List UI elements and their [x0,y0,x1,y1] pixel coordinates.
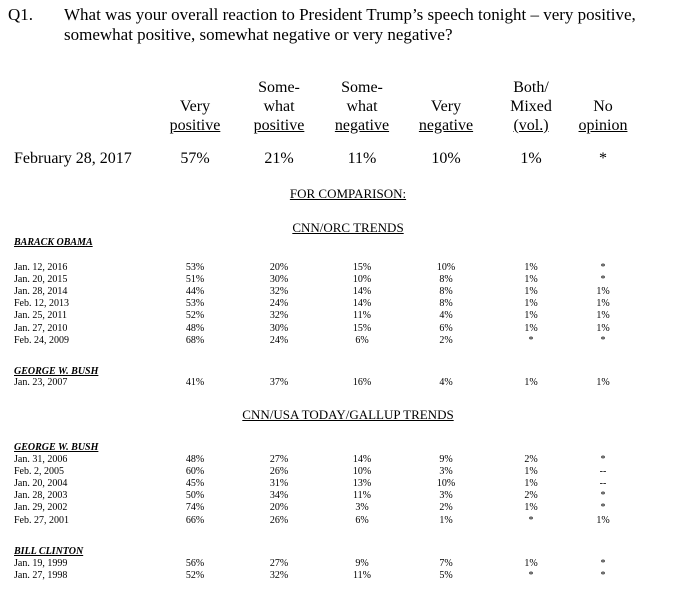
trend-row-date: Jan. 31, 2006 [14,454,68,465]
column-header-line: positive [169,117,221,134]
section-title: BARACK OBAMA [14,237,93,248]
trend-cell: 1% [524,274,538,286]
column-header-line: Very [179,98,211,115]
trend-cell: 44% [185,286,205,298]
trend-cell: 8% [439,286,453,298]
trend-cell: 50% [185,490,205,502]
trend-cell: 1% [524,502,538,514]
question-text: What was your overall reaction to President Trump’s speech tonight – very positive, somewhat positive, somewhat negative or very negative? [64,5,636,44]
trend-cell: 2% [524,454,538,465]
trend-row-date: Feb. 12, 2013 [14,298,69,310]
trend-cell: 26% [269,466,289,478]
trend-cell: 30% [269,274,289,286]
trend-cell: 37% [269,377,289,388]
trend-row-date: Jan. 20, 2004 [14,478,68,490]
column-header-line: Both/ [513,79,549,96]
trend-cell: 24% [269,334,289,346]
current-row-label: February 28, 2017 [14,150,132,167]
column-header-line: Mixed [510,98,552,115]
current-cell: 57% [180,150,210,167]
trend-cell: * [528,570,534,582]
trend-cell: 31% [269,478,289,490]
column-header-line: positive [253,117,305,134]
column-header-line: Some- [341,79,383,96]
trend-cell: 11% [353,490,371,502]
trend-cell: -- [599,466,607,478]
trend-row-date: Feb. 24, 2009 [14,334,69,346]
trend-cell: * [600,490,606,502]
trend-cell: 30% [269,322,289,334]
column-header-line: negative [418,117,474,134]
trend-cell: 24% [269,298,289,310]
trend-cell: 4% [439,377,453,388]
trend-cell: 32% [269,310,289,322]
trend-cell: -- [599,478,607,490]
trend-cell: 32% [269,570,289,582]
trend-cell: 41% [185,377,205,388]
section-title: GEORGE W. BUSH [14,442,99,453]
trend-cell: 1% [524,377,538,388]
current-cell: 11% [347,150,377,167]
trend-cell: 14% [352,298,372,310]
trend-cell: 74% [185,502,205,514]
column-header-line: what [263,98,295,115]
trend-cell: * [600,558,606,569]
trend-row-date: Jan. 12, 2016 [14,262,68,273]
trend-cell: 15% [352,262,372,273]
trend-cell: 16% [352,377,372,388]
trend-row-date: Feb. 27, 2001 [14,514,69,526]
trend-cell: 66% [185,514,205,526]
trend-cell: 1% [596,514,610,526]
trend-cell: * [600,502,606,514]
trend-cell: 1% [439,514,453,526]
question-number: Q1. [8,5,34,24]
trend-cell: 2% [524,490,538,502]
trend-cell: * [528,334,534,346]
trend-cell: 10% [352,274,372,286]
trend-row-date: Jan. 28, 2014 [14,286,68,298]
trend-cell: 1% [524,286,538,298]
trend-cell: 52% [185,570,205,582]
trend-row-date: Jan. 29, 2002 [14,502,68,514]
trend-cell: 8% [439,274,453,286]
trend-cell: 1% [524,478,538,490]
trend-row-date: Jan. 27, 2010 [14,322,68,334]
trend-cell: 4% [439,310,453,322]
trend-cell: 20% [269,262,289,273]
trend-cell: 53% [185,262,205,273]
trend-row-date: Jan. 27, 1998 [14,570,68,582]
trend-cell: * [600,274,606,286]
trend-cell: 2% [439,334,453,346]
trend-cell: 1% [596,310,610,322]
section-title: BILL CLINTON [14,546,84,557]
trend-cell: 3% [439,466,453,478]
trend-cell: 1% [524,310,538,322]
trend-cell: 11% [353,570,371,582]
column-header-line: opinion [578,117,628,134]
trend-cell: 52% [185,310,205,322]
trend-cell: 1% [596,298,610,310]
trend-cell: 1% [524,558,538,569]
trend-cell: * [600,334,606,346]
comparison-label: FOR COMPARISON: [289,186,407,201]
trend-cell: 6% [355,514,369,526]
trend-banner: CNN/USA TODAY/GALLUP TRENDS [242,407,454,422]
trend-cell: 1% [596,322,610,334]
trend-cell: 3% [439,490,453,502]
trend-cell: 3% [355,502,369,514]
current-cell: 10% [431,150,461,167]
current-cell: 1% [520,150,542,167]
trend-cell: 5% [439,570,453,582]
trend-row-date: Jan. 23, 2007 [14,377,68,388]
trend-cell: 14% [352,454,372,465]
trend-cell: 1% [596,377,610,388]
trend-cell: 26% [269,514,289,526]
trend-cell: 1% [596,286,610,298]
trend-cell: 48% [185,322,205,334]
column-header-line: Very [430,98,462,115]
trend-cell: 53% [185,298,205,310]
trend-cell: * [528,514,534,526]
trend-cell: * [600,454,606,465]
trend-cell: 11% [353,310,371,322]
trend-cell: 60% [185,466,205,478]
trend-cell: 1% [524,262,538,273]
column-header-line: what [346,98,378,115]
trend-row-date: Jan. 28, 2003 [14,490,68,502]
trend-banner: CNN/ORC TRENDS [292,220,404,235]
trend-row-date: Jan. 25, 2011 [14,310,67,322]
trend-cell: 14% [352,286,372,298]
trend-cell: 51% [185,274,205,286]
trend-row-date: Jan. 19, 1999 [14,558,68,569]
column-header-line [553,78,653,97]
trend-cell: 56% [185,558,205,569]
trend-cell: 1% [524,466,538,478]
trend-cell: 15% [352,322,372,334]
trend-cell: 10% [352,466,372,478]
current-cell: 21% [264,150,294,167]
trend-cell: 48% [185,454,205,465]
trend-cell: 6% [355,334,369,346]
section-title: GEORGE W. BUSH [14,366,99,377]
trend-cell: 10% [436,478,456,490]
trend-cell: 1% [524,298,538,310]
trend-cell: 1% [524,322,538,334]
trend-cell: 13% [352,478,372,490]
trend-cell: 27% [269,558,289,569]
trend-row-date: Feb. 2, 2005 [14,466,64,478]
trend-cell: 68% [185,334,205,346]
trend-cell: 9% [355,558,369,569]
trend-cell: 9% [439,454,453,465]
current-cell: * [599,150,607,167]
column-header-line: negative [334,117,390,134]
trend-cell: 7% [439,558,453,569]
trend-cell: * [600,262,606,273]
column-header-line: (vol.) [513,117,549,134]
column-header [553,78,653,135]
trend-cell: 2% [439,502,453,514]
trend-cell: * [600,570,606,582]
trend-cell: 10% [436,262,456,273]
trend-cell: 6% [439,322,453,334]
trend-cell: 8% [439,298,453,310]
trend-cell: 34% [269,490,289,502]
column-header-line: No [593,98,613,115]
column-header-line: Some- [258,79,300,96]
trend-row-date: Jan. 20, 2015 [14,274,68,286]
trend-cell: 20% [269,502,289,514]
trend-cell: 32% [269,286,289,298]
trend-cell: 27% [269,454,289,465]
trend-cell: 45% [185,478,205,490]
